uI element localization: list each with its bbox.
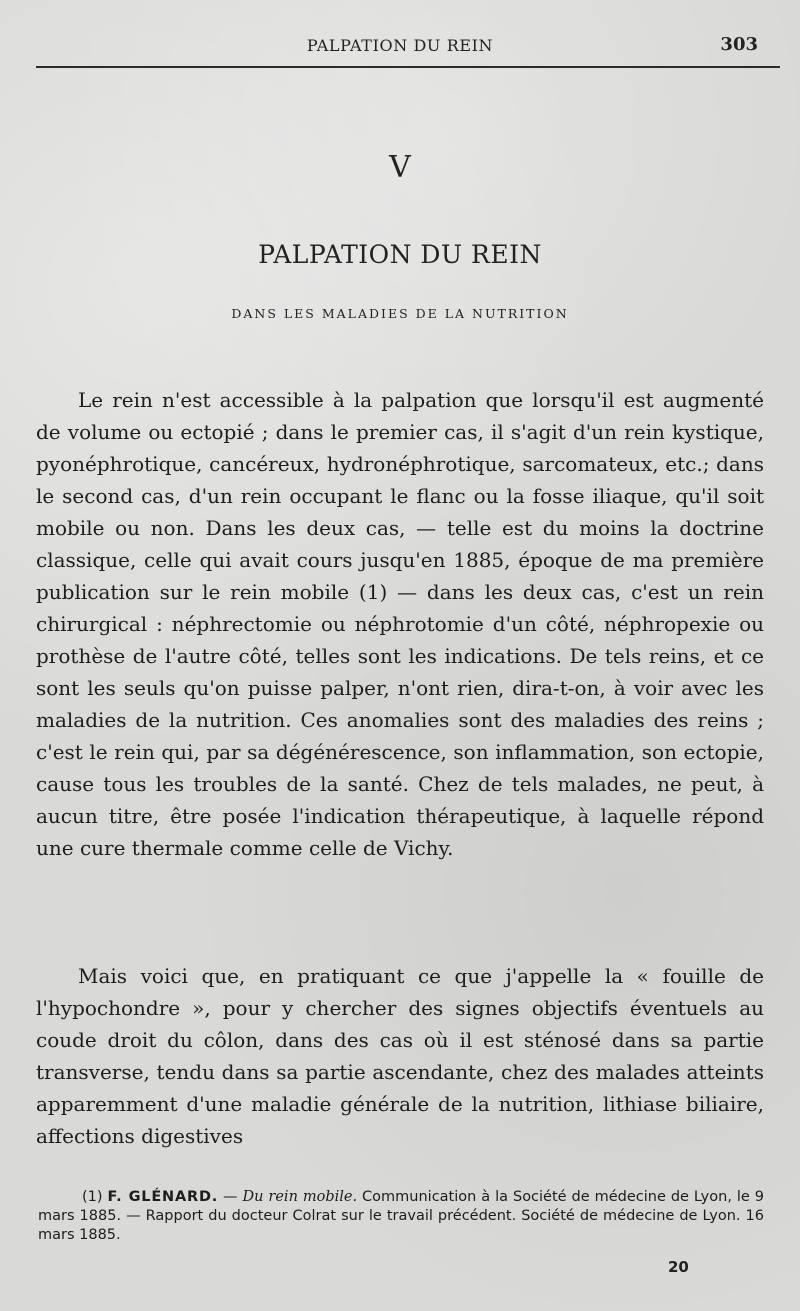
chapter-subtitle: DANS LES MALADIES DE LA NUTRITION: [231, 306, 569, 321]
chapter-numeral: V: [389, 150, 411, 185]
footnote-dash: —: [223, 1189, 238, 1205]
footnote-text: Communication à la Société de médecine de Lyon, le 9 mars 1885. — Rapport du docteur Colrat sur le travail précédent. Société de médecine de Lyon. 16 mars 1885.: [38, 1189, 765, 1243]
footnote-author: F. GLÉNARD.: [107, 1189, 219, 1205]
body-paragraph-2: Mais voici que, en pratiquant ce que j'appelle la « fouille de l'hypochondre », pour y chercher des signes objectifs éventuels au coude droit du côlon, dans des cas où il est sténosé dans sa partie transverse, tendu dans sa partie ascendante, chez des malades atteints apparemment d'une maladie générale de la nutrition, lithiase biliaire, affections digestives: [36, 964, 764, 1148]
footnote: [38, 1188, 764, 1245]
page-number: 303: [720, 34, 758, 55]
footnote-marker: (1): [82, 1189, 103, 1205]
running-header-title: PALPATION DU REIN: [306, 36, 494, 55]
chapter-title: PALPATION DU REIN: [258, 240, 542, 269]
body-paragraph-1: Le rein n'est accessible à la palpation que lorsqu'il est augmenté de volume ou ectopié ; dans le premier cas, il s'agit d'un rein kystique, pyonéphrotique, cancéreux, hydronéphrotique, sarcomateux, etc.; dans le second cas, d'un rein occupant le flanc ou la fosse iliaque, qu'il soit mobile ou non. Dans les deux cas, — telle est du moins la doctrine classique, celle qui avait cours jusqu'en 1885, époque de ma première publication sur le rein mobile (1) — dans les deux cas, c'est un rein chirurgical : néphrectomie ou néphrotomie d'un côté, néphropexie ou prothèse de l'autre côté, telles sont les indications. De tels reins, et ce sont les seuls qu'on puisse palper, n'ont rien, dira-t-on, à voir avec les maladies de la nutrition. Ces anomalies sont des maladies des reins ; c'est le rein qui, par sa dégénérescence, son inflammation, son ectopie, cause tous les troubles de la santé. Chez de tels malades, ne peut, à aucun titre, être posée l'indication thérapeutique, à laquelle répond une cure thermale comme celle de Vichy.: [36, 388, 764, 860]
signature-number: 20: [668, 1258, 689, 1276]
footnote-work-title: Du rein mobile.: [242, 1189, 358, 1205]
header-rule: [36, 66, 780, 68]
